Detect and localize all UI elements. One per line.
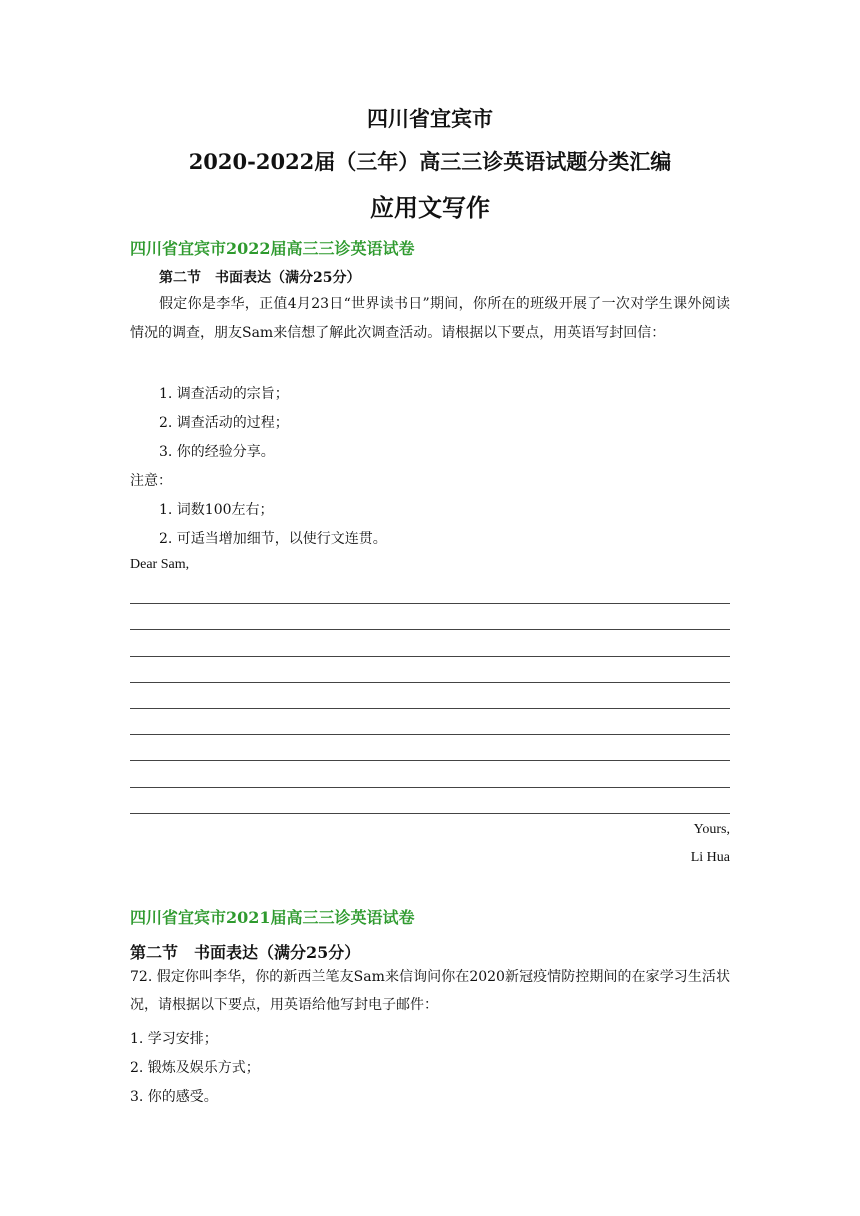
point-item: 2. 锻炼及娱乐方式； (130, 1060, 260, 1076)
point-item: 3. 你的感受。 (130, 1089, 218, 1105)
point-item: 2. 调查活动的过程； (159, 415, 289, 431)
note-label: 注意： (130, 473, 172, 489)
doc-title-region: 四川省宜宾市 (367, 106, 493, 131)
point-item: 3. 你的经验分享。 (159, 444, 275, 460)
section-subtitle-2021: 第二节 书面表达（满分25分） (130, 943, 361, 962)
point-item: 1. 调查活动的宗旨； (159, 386, 289, 402)
section-subtitle-2022: 第二节 书面表达（满分25分） (159, 270, 361, 286)
writing-prompt-2022: 假定你是李华，正值4月23日“世界读书日”期间，你所在的班级开展了一次对学生课外阅读情况的调查，朋友Sam来信想了解此次调查活动。请根据以下要点，用英语写封回信： (130, 296, 730, 341)
point-item: 1. 学习安排； (130, 1031, 218, 1047)
note-item: 1. 词数100左右； (159, 502, 274, 518)
answer-line (130, 682, 730, 683)
section-heading-2022: 四川省宜宾市2022届高三三诊英语试卷 (130, 239, 415, 258)
letter-signature: Li Hua (690, 850, 730, 865)
answer-line (130, 734, 730, 735)
answer-line (130, 629, 730, 630)
letter-closing: Yours, (693, 822, 730, 837)
doc-title-collection: 2020-2022届（三年）高三三诊英语试题分类汇编 (188, 149, 672, 174)
letter-salutation: Dear Sam, (130, 557, 190, 572)
answer-line (130, 708, 730, 709)
answer-line (130, 813, 730, 814)
doc-title-topic: 应用文写作 (370, 193, 490, 222)
answer-line (130, 656, 730, 657)
section-heading-2021: 四川省宜宾市2021届高三三诊英语试卷 (130, 908, 415, 927)
writing-prompt-2021: 72. 假定你叫李华，你的新西兰笔友Sam来信询问你在2020新冠疫情防控期间的在家学习生活状况，请根据以下要点，用英语给他写封电子邮件： (130, 969, 730, 1013)
answer-line (130, 760, 730, 761)
answer-line (130, 603, 730, 604)
answer-line (130, 787, 730, 788)
note-item: 2. 可适当增加细节，以使行文连贯。 (159, 531, 387, 547)
